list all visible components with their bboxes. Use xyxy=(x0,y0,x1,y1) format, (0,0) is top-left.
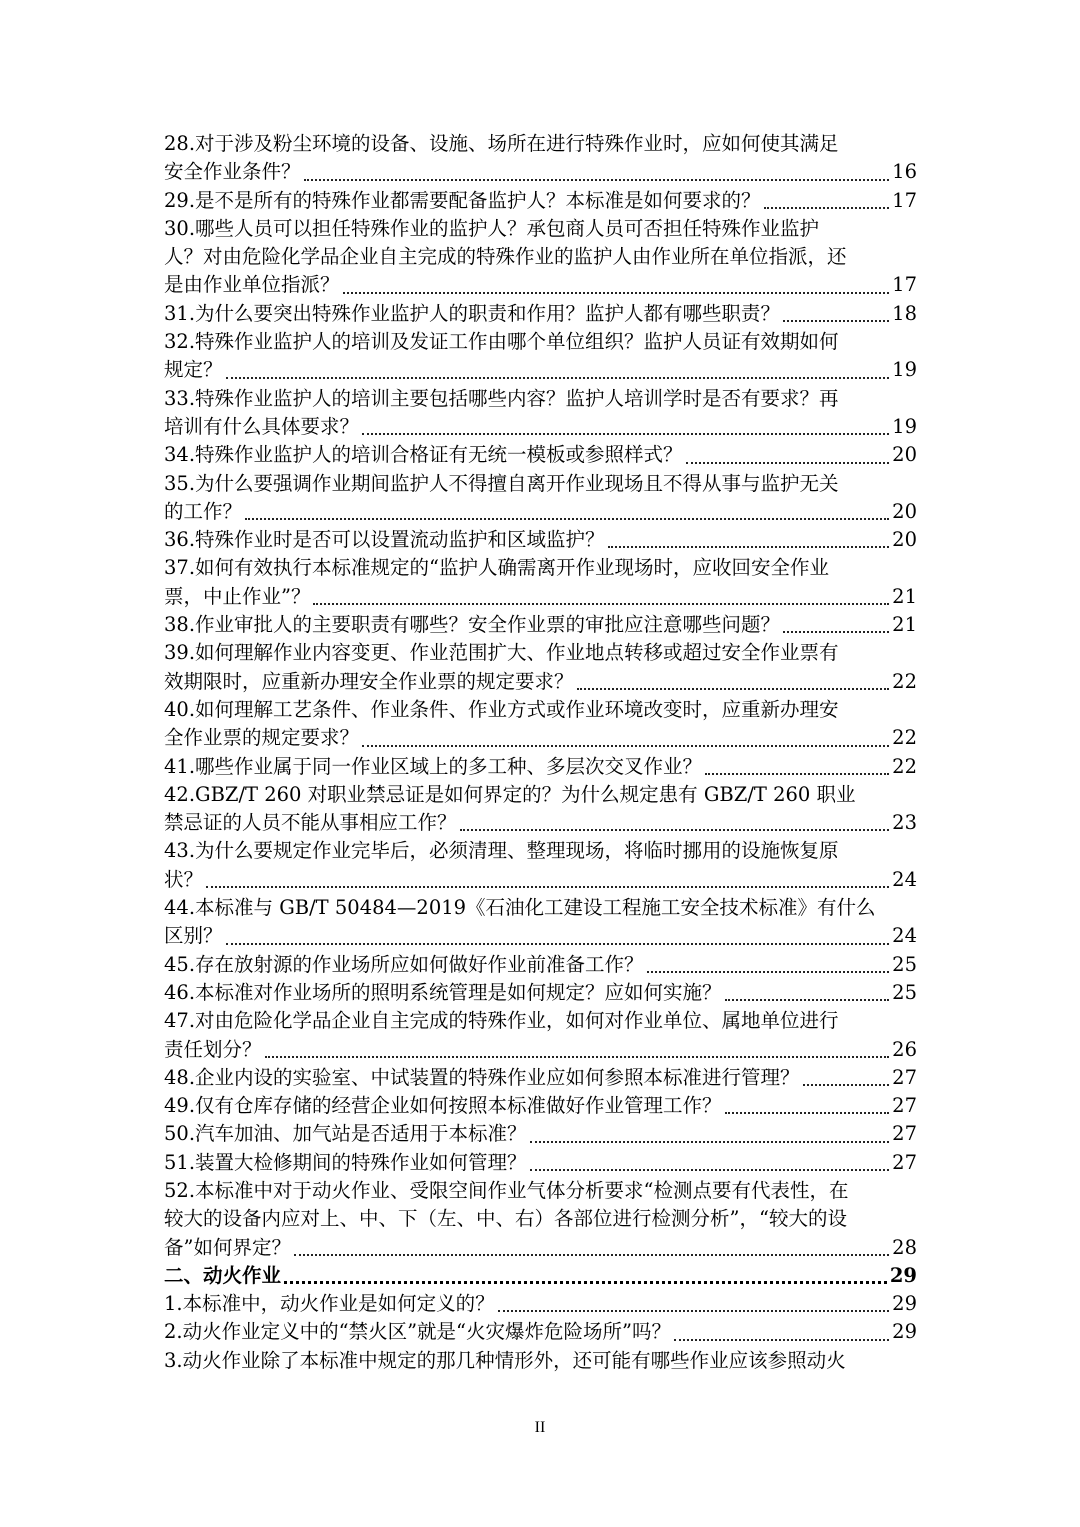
toc-entry-text: 46.本标准对作业场所的照明系统管理是如何规定？应如何实施？ xyxy=(164,980,722,1004)
toc-page-number: 19 xyxy=(892,358,917,382)
toc-entry-text: 33.特殊作业监护人的培训主要包括哪些内容？监护人培训学时是否有要求？再 xyxy=(164,386,839,410)
toc-page-number: 17 xyxy=(892,273,917,297)
dot-leader xyxy=(530,1169,890,1171)
toc-entry-line xyxy=(164,1036,917,1064)
toc-entry-text: 区别？ xyxy=(164,924,223,948)
toc-entry-text: 1.本标准中，动火作业是如何定义的？ xyxy=(164,1292,495,1316)
toc-entry-text: 2.动火作业定义中的“禁火区”就是“火灾爆炸危险场所”吗？ xyxy=(164,1320,671,1344)
toc-page-number: 20 xyxy=(892,499,917,523)
toc-page-number: 27 xyxy=(892,1122,917,1146)
toc-entry-text: 的工作？ xyxy=(164,499,243,523)
toc-entry-text: 票，中止作业”？ xyxy=(164,584,311,608)
toc-entry[interactable] xyxy=(164,470,917,527)
toc-entry[interactable] xyxy=(164,1149,917,1177)
toc-entry-line xyxy=(164,1290,917,1318)
toc-entry-line xyxy=(164,271,917,299)
toc-page-number: 27 xyxy=(892,1150,917,1174)
toc-page-number: 17 xyxy=(892,188,917,212)
dot-leader xyxy=(803,1084,890,1086)
dot-leader xyxy=(674,1339,889,1341)
toc-entry[interactable] xyxy=(164,1092,917,1120)
toc-entry-text: 全作业票的规定要求？ xyxy=(164,726,360,750)
toc-page-number: 21 xyxy=(892,584,917,608)
dot-leader xyxy=(608,546,890,548)
toc-entry-line xyxy=(164,498,917,526)
toc-page-number: 20 xyxy=(892,528,917,552)
toc-entry-text: 48.企业内设的实验室、中试装置的特殊作业应如何参照本标准进行管理？ xyxy=(164,1065,800,1089)
toc-entry-text: 45.存在放射源的作业场所应如何做好作业前准备工作？ xyxy=(164,952,644,976)
toc-entry-text: 51.装置大检修期间的特殊作业如何管理？ xyxy=(164,1150,527,1174)
dot-leader xyxy=(686,462,890,464)
toc-entry-text: 44.本标准与 GB/T 50484—2019《石油化工建设工程施工安全技术标准》有什么 xyxy=(164,896,876,920)
toc-page-number: 26 xyxy=(892,1037,917,1061)
dot-leader xyxy=(294,1254,889,1256)
dot-leader xyxy=(498,1310,890,1312)
toc-page-number: 25 xyxy=(892,952,917,976)
toc-entry-text: 34.特殊作业监护人的培训合格证有无统一模板或参照样式？ xyxy=(164,443,683,467)
toc-entry[interactable] xyxy=(164,328,917,385)
toc-entry[interactable] xyxy=(164,951,917,979)
toc-entry[interactable] xyxy=(164,1318,917,1346)
toc-entry[interactable] xyxy=(164,611,917,639)
toc-entry[interactable] xyxy=(164,526,917,554)
toc-entry-line xyxy=(164,441,917,469)
toc-page-number: 18 xyxy=(892,301,917,325)
toc-page-number: 22 xyxy=(892,754,917,778)
dot-leader xyxy=(647,971,890,973)
toc-entry-text: 43.为什么要规定作业完毕后，必须清理、整理现场，将临时挪用的设施恢复原 xyxy=(164,839,839,863)
toc-entry-line xyxy=(164,300,917,328)
toc-entry-text: 36.特殊作业时是否可以设置流动监护和区域监护？ xyxy=(164,528,605,552)
toc-entry[interactable] xyxy=(164,1064,917,1092)
toc-entry-line xyxy=(164,158,917,186)
toc-page-number: 24 xyxy=(892,867,917,891)
dot-leader xyxy=(226,943,890,945)
toc-entry[interactable] xyxy=(164,385,917,442)
toc-page-number: 27 xyxy=(892,1094,917,1118)
toc-page-number: 29 xyxy=(889,1263,917,1287)
toc-entry-text: 备”如何界定？ xyxy=(164,1235,291,1259)
toc-entry-line xyxy=(164,668,917,696)
toc-entry[interactable] xyxy=(164,753,917,781)
dot-leader xyxy=(530,1141,890,1143)
toc-entry-text: 32.特殊作业监护人的培训及发证工作由哪个单位组织？监护人员证有效期如何 xyxy=(164,330,839,354)
toc-entry-line xyxy=(164,1149,917,1177)
dot-leader xyxy=(362,433,889,435)
dot-leader xyxy=(577,688,890,690)
dot-leader xyxy=(362,745,889,747)
dot-leader xyxy=(783,320,889,322)
toc-entry-text: 39.如何理解作业内容变更、作业范围扩大、作业地点转移或超过安全作业票有 xyxy=(164,641,839,665)
toc-entry-line xyxy=(164,583,917,611)
toc-page-number: 29 xyxy=(892,1320,917,1344)
dot-leader xyxy=(705,773,889,775)
dot-leader xyxy=(764,207,890,209)
toc-entry-text: 40.如何理解工艺条件、作业条件、作业方式或作业环境改变时，应重新办理安 xyxy=(164,697,839,721)
toc-entry[interactable] xyxy=(164,130,917,187)
toc-page-number: 16 xyxy=(892,160,917,184)
dot-leader xyxy=(725,1112,890,1114)
toc-page-number: 21 xyxy=(892,613,917,637)
toc-entry-text: 二、动火作业 xyxy=(164,1263,282,1287)
dot-leader xyxy=(313,603,889,605)
toc-entry[interactable] xyxy=(164,215,917,300)
toc-entry-line xyxy=(164,1092,917,1120)
toc-entry-line xyxy=(164,611,917,639)
toc-list xyxy=(164,130,917,1375)
toc-entry-line xyxy=(164,413,917,441)
toc-entry-line xyxy=(164,1120,917,1148)
toc-entry[interactable] xyxy=(164,894,917,951)
toc-entry-line xyxy=(164,866,917,894)
toc-page-number: 19 xyxy=(892,414,917,438)
toc-entry[interactable] xyxy=(164,187,917,215)
toc-entry[interactable] xyxy=(164,781,917,838)
toc-entry[interactable] xyxy=(164,837,917,894)
dot-leader xyxy=(460,829,890,831)
toc-entry-text: 29.是不是所有的特殊作业都需要配备监护人？本标准是如何要求的？ xyxy=(164,188,761,212)
toc-entry[interactable] xyxy=(164,1177,917,1262)
dot-leader xyxy=(226,377,890,379)
toc-entry[interactable] xyxy=(164,639,917,696)
toc-page-number: 22 xyxy=(892,726,917,750)
toc-entry-text: 38.作业审批人的主要职责有哪些？安全作业票的审批应注意哪些问题？ xyxy=(164,613,781,637)
dot-leader xyxy=(284,1281,887,1284)
toc-entry-text: 35.为什么要强调作业期间监护人不得擅自离开作业现场且不得从事与监护无关 xyxy=(164,471,839,495)
toc-entry-line xyxy=(164,979,917,1007)
toc-entry[interactable] xyxy=(164,300,917,328)
toc-entry-text: 禁忌证的人员不能从事相应工作？ xyxy=(164,811,457,835)
toc-entry-text: 培训有什么具体要求？ xyxy=(164,414,360,438)
toc-entry-line xyxy=(164,1234,917,1262)
toc-entry-line xyxy=(164,753,917,781)
toc-entry[interactable] xyxy=(164,1290,917,1318)
dot-leader xyxy=(265,1056,890,1058)
toc-entry-text: 50.汽车加油、加气站是否适用于本标准？ xyxy=(164,1122,527,1146)
toc-entry[interactable] xyxy=(164,1347,917,1375)
toc-entry[interactable] xyxy=(164,1120,917,1148)
toc-entry[interactable] xyxy=(164,441,917,469)
toc-entry-line xyxy=(164,724,917,752)
toc-entry-text: 37.如何有效执行本标准规定的“监护人确需离开作业现场时，应收回安全作业 xyxy=(164,556,829,580)
toc-page-number: 29 xyxy=(892,1292,917,1316)
dot-leader xyxy=(304,179,890,181)
toc-page-number: 28 xyxy=(892,1235,917,1259)
toc-entry-text: 3.动火作业除了本标准中规定的那几种情形外，还可能有哪些作业应该参照动火 xyxy=(164,1348,846,1372)
toc-entry-text: 52.本标准中对于动火作业、受限空间作业气体分析要求“检测点要有代表性，在 xyxy=(164,1178,849,1202)
toc-entry-line xyxy=(164,526,917,554)
toc-page-number: 24 xyxy=(892,924,917,948)
toc-entry-text: 较大的设备内应对上、中、下（左、中、右）各部位进行检测分析”，“较大的设 xyxy=(164,1207,847,1231)
toc-entry-line xyxy=(164,1262,917,1290)
toc-entry-text: 28.对于涉及粉尘环境的设备、设施、场所在进行特殊作业时，应如何使其满足 xyxy=(164,132,839,155)
dot-leader xyxy=(783,631,889,633)
toc-entry-text: 49.仅有仓库存储的经营企业如何按照本标准做好作业管理工作？ xyxy=(164,1094,722,1118)
toc-entry[interactable] xyxy=(164,696,917,753)
dot-leader xyxy=(343,292,890,294)
toc-entry-text: 状？ xyxy=(164,867,204,891)
toc-entry-text: 30.哪些人员可以担任特殊作业的监护人？承包商人员可否担任特殊作业监护 xyxy=(164,216,820,240)
toc-entry-text: 47.对由危险化学品企业自主完成的特殊作业，如何对作业单位、属地单位进行 xyxy=(164,1009,839,1033)
dot-leader xyxy=(725,999,890,1001)
toc-section-heading[interactable] xyxy=(164,1262,917,1290)
toc-entry-text: 41.哪些作业属于同一作业区域上的多工种、多层次交叉作业？ xyxy=(164,754,703,778)
toc-entry-text: 是由作业单位指派？ xyxy=(164,273,340,297)
toc-entry-text: 42.GBZ/T 260 对职业禁忌证是如何界定的？为什么规定患有 GBZ/T 260 职业 xyxy=(164,782,856,806)
toc-entry-text: 责任划分？ xyxy=(164,1037,262,1061)
toc-page-number: 27 xyxy=(892,1065,917,1089)
toc-entry-text: 规定？ xyxy=(164,358,223,382)
toc-entry-line xyxy=(164,809,917,837)
toc-page-number: 22 xyxy=(892,669,917,693)
dot-leader xyxy=(206,886,889,888)
toc-entry-text: 31.为什么要突出特殊作业监护人的职责和作用？监护人都有哪些职责？ xyxy=(164,301,781,325)
toc-entry-line xyxy=(164,1064,917,1092)
toc-entry-text: 人？对由危险化学品企业自主完成的特殊作业的监护人由作业所在单位指派，还 xyxy=(164,245,847,269)
toc-entry-line xyxy=(164,1318,917,1346)
toc-entry-line xyxy=(164,951,917,979)
toc-entry[interactable] xyxy=(164,1007,917,1064)
toc-entry-text: 效期限时，应重新办理安全作业票的规定要求？ xyxy=(164,669,574,693)
toc-entry-line xyxy=(164,356,917,384)
page-number: II xyxy=(534,1419,546,1436)
toc-entry[interactable] xyxy=(164,979,917,1007)
dot-leader xyxy=(245,518,889,520)
toc-entry[interactable] xyxy=(164,554,917,611)
toc-entry-line xyxy=(164,187,917,215)
toc-page-number: 20 xyxy=(892,443,917,467)
toc-entry-text: 安全作业条件？ xyxy=(164,160,301,184)
toc-page-number: 25 xyxy=(892,980,917,1004)
toc-page-number: 23 xyxy=(892,811,917,835)
toc-entry-line xyxy=(164,922,917,950)
